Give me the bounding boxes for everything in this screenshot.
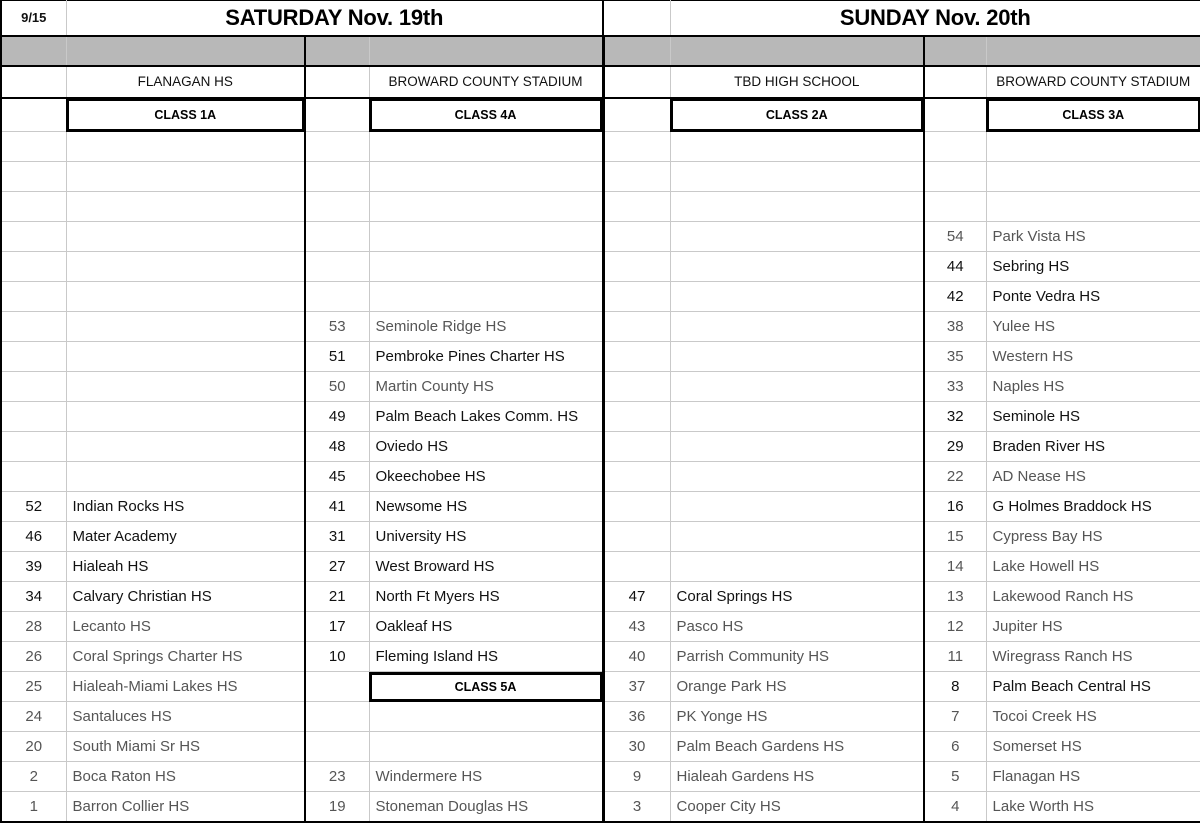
team-cell: Calvary Christian HS [66,582,305,612]
class-4a-label: CLASS 4A [369,98,603,132]
team-cell [986,132,1200,162]
seed-cell: 10 [305,642,369,672]
seed-cell: 7 [924,702,986,732]
venue-sun-right: BROWARD COUNTY STADIUM [986,66,1200,98]
team-cell: Boca Raton HS [66,762,305,792]
seed-cell [305,192,369,222]
seed-cell: 1 [1,792,66,822]
gray-band-row [1,36,1200,66]
seed-cell: 37 [603,672,670,702]
table-row [1,492,1200,522]
team-cell: Barron Collier HS [66,792,305,822]
class-row [1,98,1200,132]
seed-cell [1,342,66,372]
team-cell: Fleming Island HS [369,642,603,672]
saturday-title: SATURDAY Nov. 19th [66,1,603,36]
team-cell [670,552,924,582]
team-cell: Lakewood Ranch HS [986,582,1200,612]
seed-cell [603,132,670,162]
team-cell: Coral Springs HS [670,582,924,612]
seed-cell: 29 [924,432,986,462]
title-spacer [603,1,670,36]
class-3a-label: CLASS 3A [986,98,1200,132]
team-cell: Windermere HS [369,762,603,792]
table-row [1,402,1200,432]
seed-cell [603,552,670,582]
seed-cell: 8 [924,672,986,702]
team-cell: Braden River HS [986,432,1200,462]
page-number: 9/15 [1,1,66,36]
seed-cell: 44 [924,252,986,282]
venue-sat-right: BROWARD COUNTY STADIUM [369,66,603,98]
seed-cell: 32 [924,402,986,432]
team-cell: Orange Park HS [670,672,924,702]
table-row [1,282,1200,312]
seed-cell [305,732,369,762]
seed-cell [305,222,369,252]
team-cell: Seminole HS [986,402,1200,432]
team-cell [670,192,924,222]
team-cell: Martin County HS [369,372,603,402]
team-cell: Indian Rocks HS [66,492,305,522]
seed-cell [603,282,670,312]
team-cell [670,522,924,552]
team-cell [66,132,305,162]
team-cell [66,402,305,432]
team-cell: Mater Academy [66,522,305,552]
seed-cell [305,672,369,702]
seed-cell: 5 [924,762,986,792]
team-cell: Palm Beach Lakes Comm. HS [369,402,603,432]
seed-cell: 48 [305,432,369,462]
team-cell: Parrish Community HS [670,642,924,672]
table-row [1,732,1200,762]
team-cell [670,372,924,402]
seed-cell [603,252,670,282]
seed-cell [1,282,66,312]
seed-cell [305,282,369,312]
team-cell: Western HS [986,342,1200,372]
team-cell: Hialeah-Miami Lakes HS [66,672,305,702]
seed-cell [1,432,66,462]
team-cell: Newsome HS [369,492,603,522]
seed-cell: 11 [924,642,986,672]
team-cell: Palm Beach Central HS [986,672,1200,702]
seed-cell: 20 [1,732,66,762]
seed-cell [603,222,670,252]
team-cell: Okeechobee HS [369,462,603,492]
team-cell [66,432,305,462]
team-cell: Oviedo HS [369,432,603,462]
seed-cell: 41 [305,492,369,522]
team-cell: Jupiter HS [986,612,1200,642]
seed-cell: 14 [924,552,986,582]
table-row [1,432,1200,462]
team-cell: North Ft Myers HS [369,582,603,612]
seed-cell: 21 [305,582,369,612]
seed-cell: 38 [924,312,986,342]
seed-cell [1,462,66,492]
team-cell: Seminole Ridge HS [369,312,603,342]
team-cell [369,222,603,252]
table-row [1,702,1200,732]
team-cell [66,462,305,492]
team-cell: West Broward HS [369,552,603,582]
seed-cell: 52 [1,492,66,522]
seed-cell [305,162,369,192]
seed-cell: 26 [1,642,66,672]
table-row [1,252,1200,282]
seed-cell: 49 [305,402,369,432]
seed-cell: 4 [924,792,986,822]
team-cell: University HS [369,522,603,552]
table-row [1,342,1200,372]
team-cell: Palm Beach Gardens HS [670,732,924,762]
seed-cell [305,702,369,732]
team-cell [369,282,603,312]
seed-cell [603,342,670,372]
seed-cell [924,132,986,162]
team-cell [369,702,603,732]
team-cell: Oakleaf HS [369,612,603,642]
seed-cell: 12 [924,612,986,642]
seed-cell: 31 [305,522,369,552]
seed-cell [924,162,986,192]
seed-cell [603,432,670,462]
team-cell: Sebring HS [986,252,1200,282]
team-rows [1,132,1200,822]
seed-cell [1,372,66,402]
team-cell [670,462,924,492]
team-cell: Lake Howell HS [986,552,1200,582]
team-cell [670,282,924,312]
team-cell [66,342,305,372]
seed-cell [603,462,670,492]
team-cell [369,252,603,282]
team-cell [670,342,924,372]
seed-cell: 3 [603,792,670,822]
seed-cell: 9 [603,762,670,792]
table-row [1,372,1200,402]
team-cell: Coral Springs Charter HS [66,642,305,672]
team-cell [369,132,603,162]
class-1a-label: CLASS 1A [66,98,305,132]
seed-cell: 28 [1,612,66,642]
team-cell: Ponte Vedra HS [986,282,1200,312]
team-cell [986,162,1200,192]
team-cell [670,162,924,192]
seed-cell: 24 [1,702,66,732]
seed-cell [1,312,66,342]
team-cell [66,252,305,282]
team-cell [670,312,924,342]
seed-cell [1,252,66,282]
team-cell: South Miami Sr HS [66,732,305,762]
seed-cell: 2 [1,762,66,792]
seed-cell: 16 [924,492,986,522]
team-cell [66,192,305,222]
table-row [1,222,1200,252]
table-row [1,672,1200,702]
team-cell: Lake Worth HS [986,792,1200,822]
seed-cell: 40 [603,642,670,672]
team-cell [66,222,305,252]
team-cell: Park Vista HS [986,222,1200,252]
seed-cell [603,312,670,342]
team-cell [369,162,603,192]
seed-cell [603,402,670,432]
table-row [1,582,1200,612]
team-cell: Pasco HS [670,612,924,642]
seed-cell [924,192,986,222]
team-cell [369,732,603,762]
team-cell: Cypress Bay HS [986,522,1200,552]
class-2a-label: CLASS 2A [670,98,924,132]
team-cell: Lecanto HS [66,612,305,642]
seed-cell: 43 [603,612,670,642]
seed-cell [1,162,66,192]
seed-cell: 54 [924,222,986,252]
seed-cell: 17 [305,612,369,642]
seed-cell: 51 [305,342,369,372]
seed-cell: 34 [1,582,66,612]
team-cell [369,192,603,222]
seed-cell: 22 [924,462,986,492]
table-row [1,762,1200,792]
table-row [1,462,1200,492]
table-row [1,522,1200,552]
venue-sat-left: FLANAGAN HS [66,66,305,98]
team-cell: Santaluces HS [66,702,305,732]
seed-cell [1,222,66,252]
seed-cell: 19 [305,792,369,822]
team-cell: Pembroke Pines Charter HS [369,342,603,372]
seed-cell: 13 [924,582,986,612]
team-cell [66,312,305,342]
seed-cell: 50 [305,372,369,402]
team-cell [986,192,1200,222]
team-cell: Hialeah Gardens HS [670,762,924,792]
table-row [1,552,1200,582]
seed-cell: 46 [1,522,66,552]
seed-cell: 53 [305,312,369,342]
seed-cell: 36 [603,702,670,732]
table-row [1,132,1200,162]
team-cell [670,222,924,252]
class-5a-label: CLASS 5A [369,672,603,702]
table-row [1,162,1200,192]
sunday-title: SUNDAY Nov. 20th [670,1,1200,36]
seed-cell [603,492,670,522]
team-cell: Yulee HS [986,312,1200,342]
seed-cell: 25 [1,672,66,702]
team-cell [670,252,924,282]
team-cell [670,132,924,162]
title-row [1,1,1200,36]
team-cell: Flanagan HS [986,762,1200,792]
team-cell: PK Yonge HS [670,702,924,732]
team-cell: Stoneman Douglas HS [369,792,603,822]
team-cell [66,372,305,402]
seed-cell: 39 [1,552,66,582]
team-cell [66,282,305,312]
table-row [1,612,1200,642]
seed-cell [305,252,369,282]
seed-cell [603,372,670,402]
seed-cell: 23 [305,762,369,792]
seed-cell: 30 [603,732,670,762]
venue-sun-left: TBD HIGH SCHOOL [670,66,924,98]
seed-cell [603,192,670,222]
seed-cell [603,162,670,192]
venue-row [1,66,1200,98]
seed-cell: 6 [924,732,986,762]
team-cell: Naples HS [986,372,1200,402]
table-row [1,792,1200,822]
team-cell [670,432,924,462]
team-cell [66,162,305,192]
table-row [1,312,1200,342]
seed-cell: 35 [924,342,986,372]
seed-cell [1,192,66,222]
seed-cell: 47 [603,582,670,612]
seed-cell [1,132,66,162]
team-cell: Somerset HS [986,732,1200,762]
team-cell [670,492,924,522]
team-cell: Hialeah HS [66,552,305,582]
seed-cell [305,132,369,162]
team-cell: G Holmes Braddock HS [986,492,1200,522]
team-cell [670,402,924,432]
team-cell: Cooper City HS [670,792,924,822]
team-cell: AD Nease HS [986,462,1200,492]
seed-cell: 42 [924,282,986,312]
seed-cell: 27 [305,552,369,582]
team-cell: Tocoi Creek HS [986,702,1200,732]
seed-cell [603,522,670,552]
table-row [1,642,1200,672]
table-row [1,192,1200,222]
seed-cell: 33 [924,372,986,402]
seed-cell: 15 [924,522,986,552]
seed-cell: 45 [305,462,369,492]
seed-cell [1,402,66,432]
team-cell: Wiregrass Ranch HS [986,642,1200,672]
